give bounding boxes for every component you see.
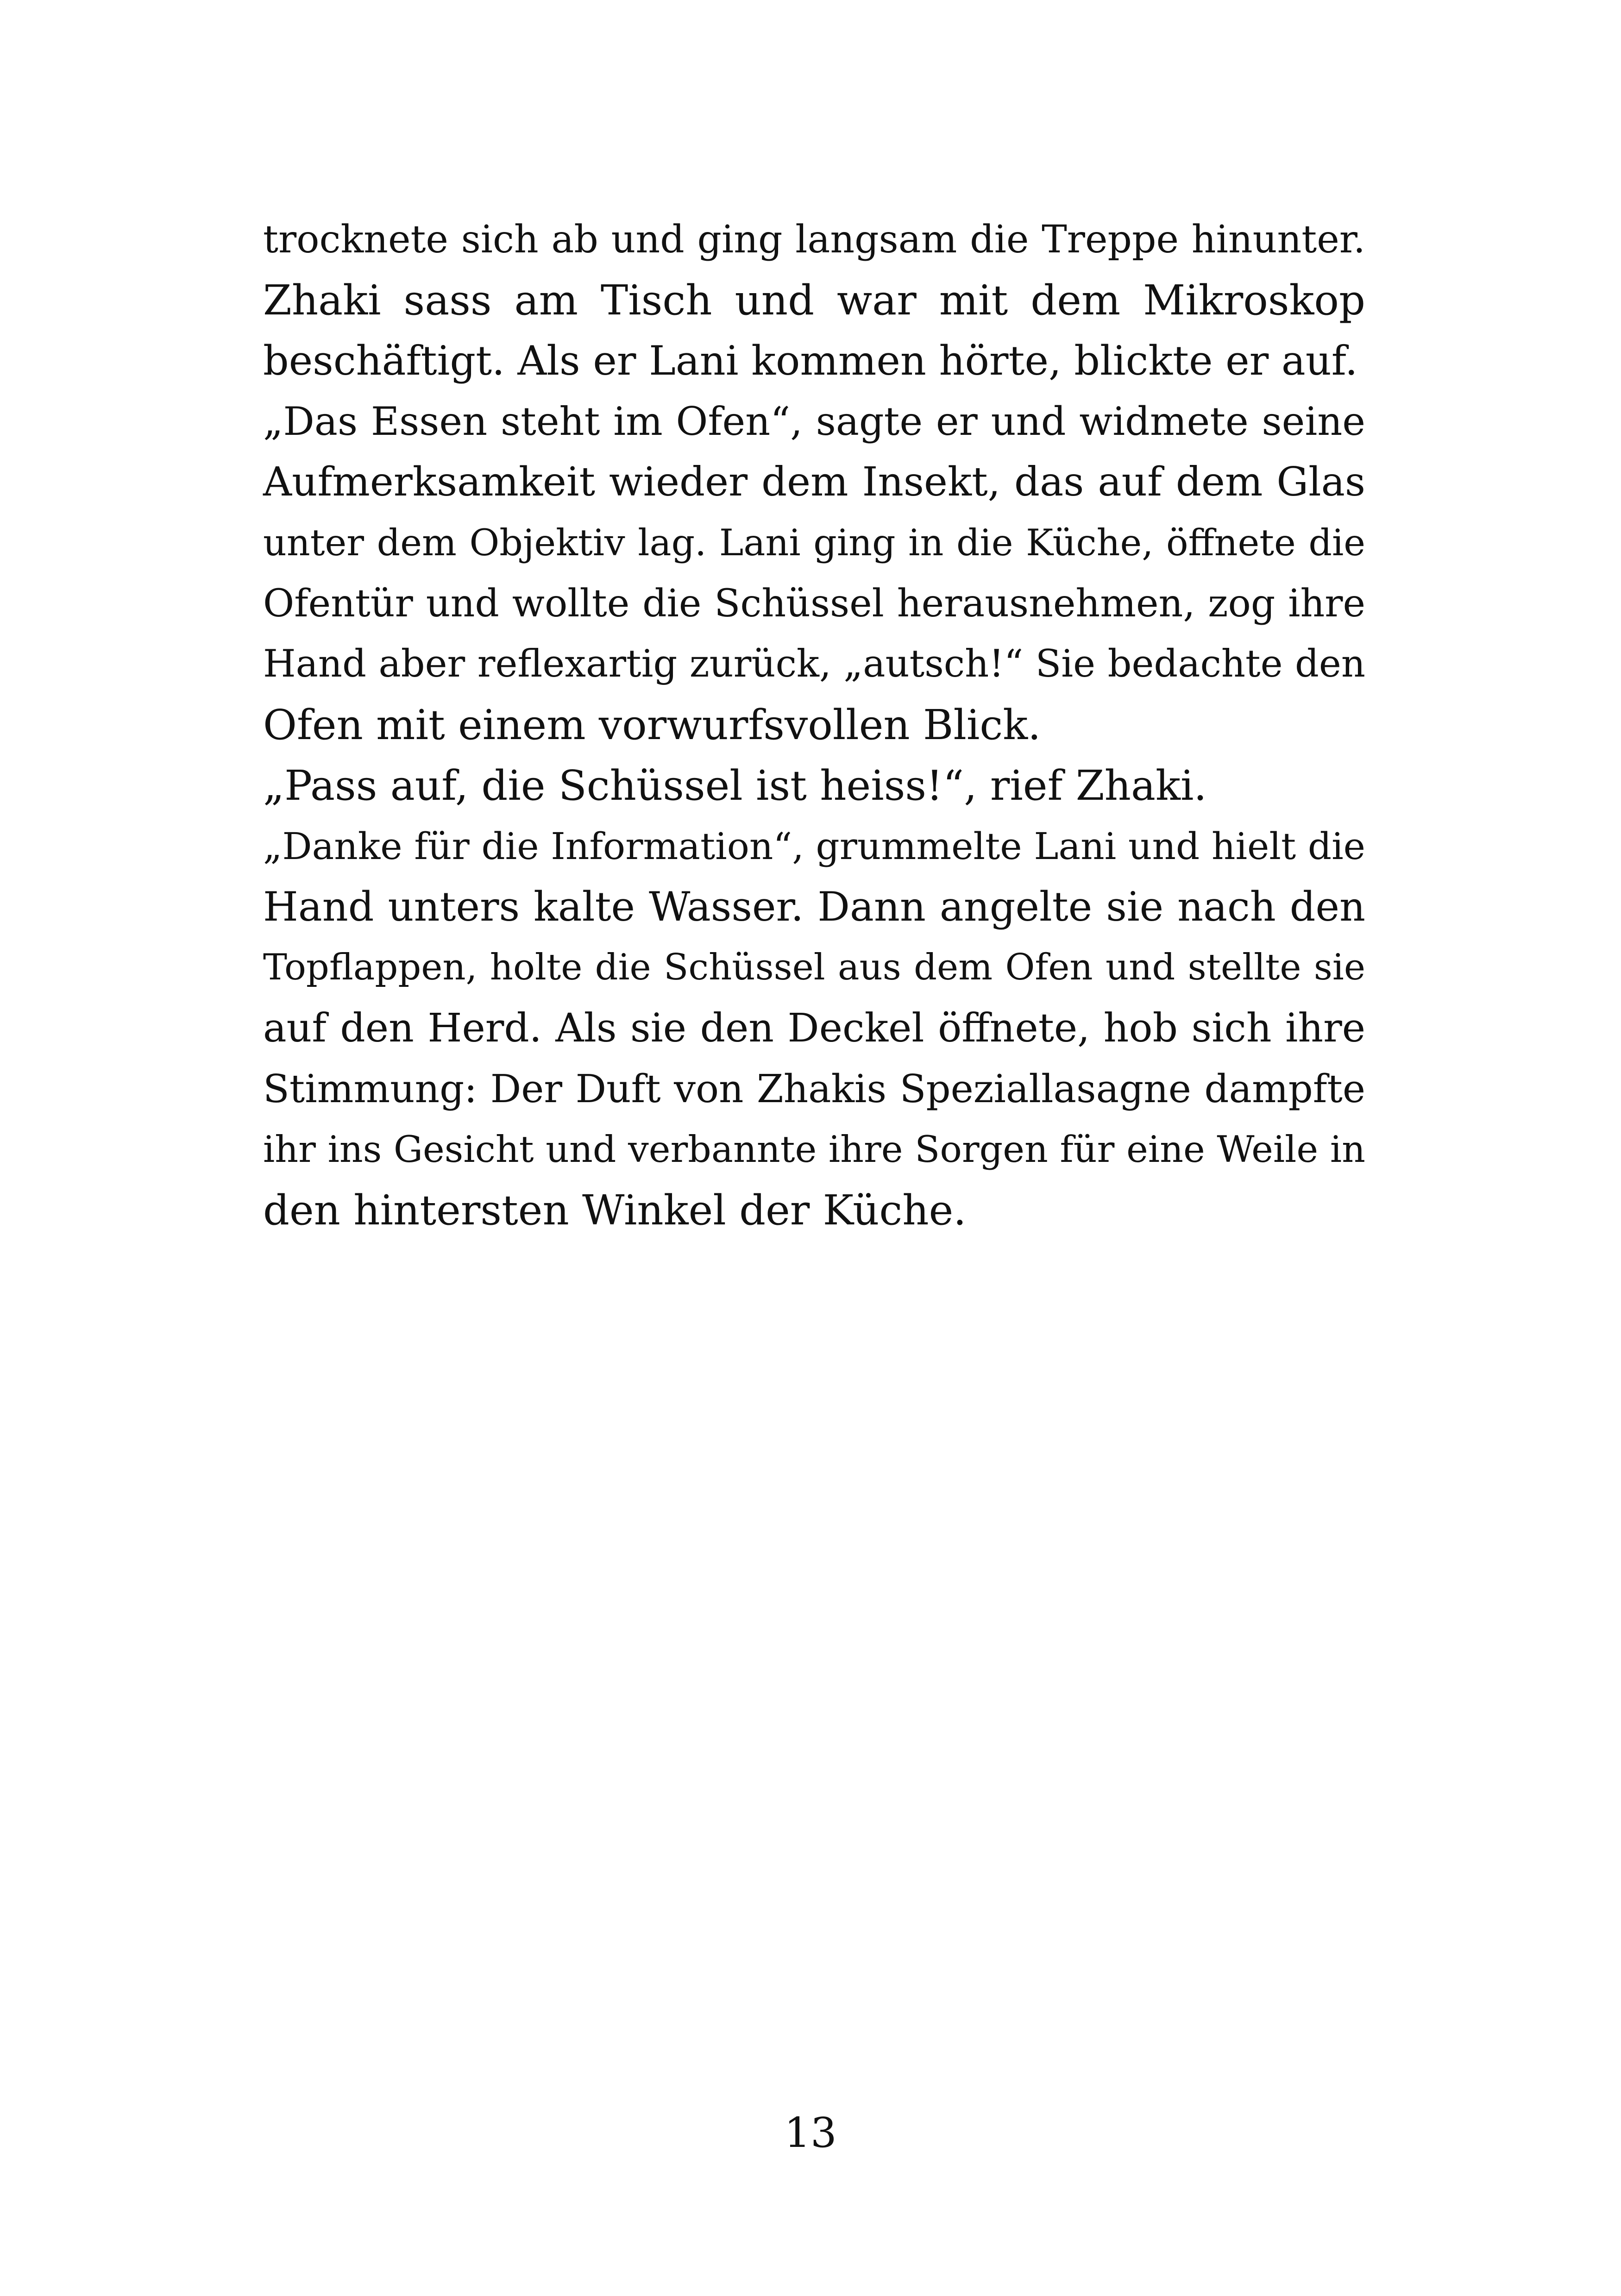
text-line: ihr ins Gesicht und verbannte ihre Sorgen für eine Weile in bbox=[263, 1128, 1365, 1171]
text-line: auf den Herd. Als sie den Deckel öffnete, hob sich ihre bbox=[263, 1005, 1365, 1051]
text-line: Hand aber reflexartig zurück, „autsch!“ Sie bedachte den bbox=[263, 642, 1365, 686]
text-line: „Das Essen steht im Ofen“, sagte er und widmete seine bbox=[263, 399, 1365, 444]
page-number: 13 bbox=[784, 2108, 837, 2157]
text-line: „Pass auf, die Schüssel ist heiss!“, rief Zhaki. bbox=[263, 761, 1207, 809]
text-line: trocknete sich ab und ging langsam die Treppe hinunter. bbox=[263, 218, 1365, 262]
text-line: Stimmung: Der Duft von Zhakis Speziallasagne dampfte bbox=[263, 1066, 1365, 1111]
text-line: Ofentür und wollte die Schüssel herausnehmen, zog ihre bbox=[263, 582, 1365, 626]
text-line: beschäftigt. Als er Lani kommen hörte, blickte er auf. bbox=[263, 337, 1358, 384]
text-line: den hintersten Winkel der Küche. bbox=[263, 1186, 967, 1234]
text-line: „Danke für die Information“, grummelte Lani und hielt die bbox=[263, 825, 1365, 868]
text-line: Hand unters kalte Wasser. Dann angelte sie nach den bbox=[263, 883, 1365, 930]
text-line: Ofen mit einem vorwurfsvollen Blick. bbox=[263, 701, 1041, 749]
text-line: Zhaki sass am Tisch und war mit dem Mikroskop bbox=[263, 276, 1365, 324]
text-line: unter dem Objektiv lag. Lani ging in die Küche, öffnete die bbox=[263, 521, 1365, 564]
text-line: Aufmerksamkeit wieder dem Insekt, das auf dem Glas bbox=[263, 459, 1365, 505]
text-line: Topflappen, holte die Schüssel aus dem Ofen und stellte sie bbox=[263, 947, 1365, 988]
body-text bbox=[263, 209, 1365, 1241]
